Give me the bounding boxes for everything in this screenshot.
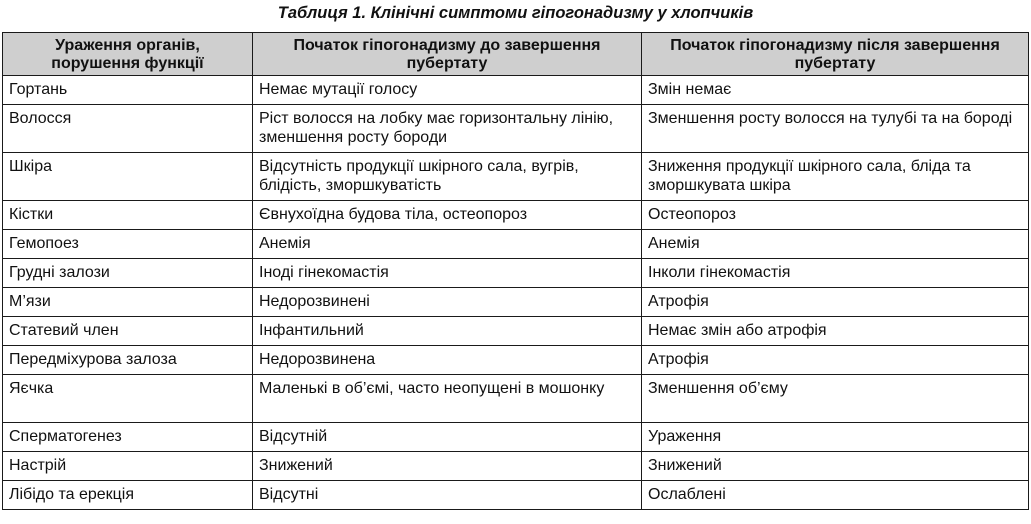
before-cell: Відсутні (253, 481, 642, 510)
table-row (3, 423, 1029, 452)
header-row (3, 33, 1029, 76)
table-row (3, 259, 1029, 288)
organ-cell: Грудні залози (3, 259, 253, 288)
table-row (3, 105, 1029, 153)
before-cell: Відсутність продукції шкірного сала, вугрів, блідість, зморшкуватість (253, 153, 642, 201)
before-cell: Ріст волосся на лобку має горизонтальну лінію, зменшення росту бороди (253, 105, 642, 153)
table-row (3, 201, 1029, 230)
organ-cell: Лібідо та ерекція (3, 481, 253, 510)
before-cell: Анемія (253, 230, 642, 259)
before-cell: Немає мутації голосу (253, 76, 642, 105)
organ-cell: Передміхурова залоза (3, 346, 253, 375)
before-cell: Недорозвинені (253, 288, 642, 317)
organ-cell: Гемопоез (3, 230, 253, 259)
table-title: Таблиця 1. Клінічні симптоми гіпогонадизму у хлопчиків (277, 4, 754, 22)
after-cell: Знижений (642, 452, 1029, 481)
after-cell: Остеопороз (642, 201, 1029, 230)
before-cell: Євнухоїдна будова тіла, остеопороз (253, 201, 642, 230)
table-row (3, 346, 1029, 375)
organ-cell: Кістки (3, 201, 253, 230)
table-row (3, 317, 1029, 346)
after-cell: Атрофія (642, 288, 1029, 317)
after-cell: Немає змін або атрофія (642, 317, 1029, 346)
before-cell: Відсутній (253, 423, 642, 452)
header-before-puberty: Початок гіпогонадизму до завершення пубертату (253, 33, 642, 76)
table-row (3, 230, 1029, 259)
after-cell: Атрофія (642, 346, 1029, 375)
after-cell: Ураження (642, 423, 1029, 452)
before-cell: Недорозвинена (253, 346, 642, 375)
after-cell: Анемія (642, 230, 1029, 259)
after-cell: Зменшення росту волосся на тулубі та на бороді (642, 105, 1029, 153)
organ-cell: Гортань (3, 76, 253, 105)
before-cell: Іноді гінекомастія (253, 259, 642, 288)
symptoms-table (2, 32, 1029, 510)
before-cell: Маленькі в об’ємі, часто неопущені в мошонку (253, 375, 642, 423)
table-row (3, 153, 1029, 201)
after-cell: Змін немає (642, 76, 1029, 105)
organ-cell: Статевий член (3, 317, 253, 346)
after-cell: Зменшення об’єму (642, 375, 1029, 423)
organ-cell: Шкіра (3, 153, 253, 201)
organ-cell: Сперматогенез (3, 423, 253, 452)
after-cell: Зниження продукції шкірного сала, бліда та зморшкувата шкіра (642, 153, 1029, 201)
organ-cell: М’язи (3, 288, 253, 317)
after-cell: Інколи гінекомастія (642, 259, 1029, 288)
table-row (3, 452, 1029, 481)
organ-cell: Яєчка (3, 375, 253, 423)
before-cell: Знижений (253, 452, 642, 481)
table-row (3, 375, 1029, 423)
after-cell: Ослаблені (642, 481, 1029, 510)
header-organ: Ураження органів, порушення функції (3, 33, 253, 76)
organ-cell: Настрій (3, 452, 253, 481)
table-row (3, 288, 1029, 317)
header-after-puberty: Початок гіпогонадизму після завершення пубертату (642, 33, 1029, 76)
table-row (3, 76, 1029, 105)
organ-cell: Волосся (3, 105, 253, 153)
table-row (3, 481, 1029, 510)
before-cell: Інфантильний (253, 317, 642, 346)
